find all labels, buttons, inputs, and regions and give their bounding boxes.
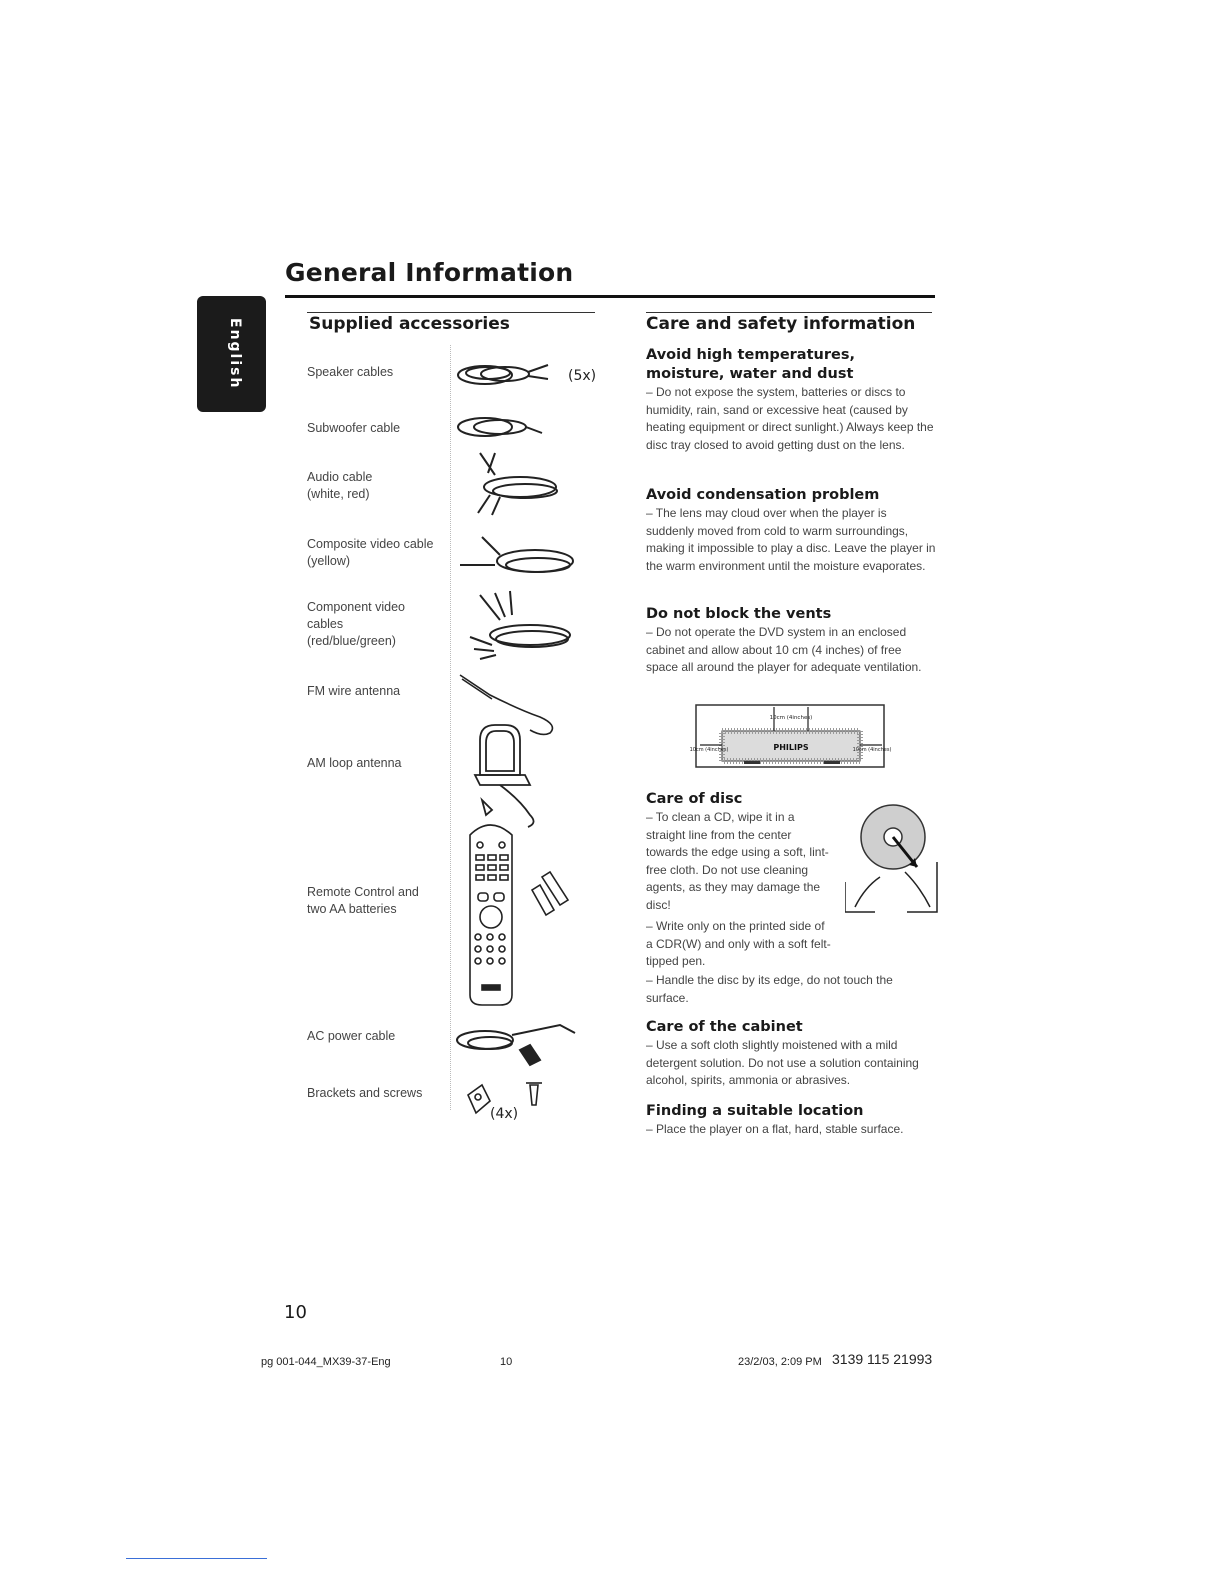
text-location: – Place the player on a flat, hard, stable surface.: [646, 1122, 904, 1136]
vent-right-label: 10cm (4inches): [852, 747, 892, 753]
accessory-label-subwoofer-cable: Subwoofer cable: [307, 421, 401, 435]
right-section-title: Care and safety information: [646, 314, 916, 334]
bracket-qty: (4x): [490, 1106, 519, 1122]
title-rule: [285, 295, 935, 298]
subwoofer-cable-icon: [458, 418, 542, 436]
heading-care-cabinet: Care of the cabinet: [646, 1019, 803, 1035]
text-care-disc: – To clean a CD, wipe it in a straight line from the center towards the edge using a soft, lint-free cloth. Do not use cleaning agents, as they may damage the disc!: [646, 810, 829, 912]
accessory-illustrations: [450, 345, 600, 1125]
footer-file: pg 001-044_MX39-37-Eng: [261, 1356, 391, 1368]
disc-cleaning-illustration: [845, 792, 940, 917]
accessory-label-fm-antenna: FM wire antenna: [307, 684, 401, 698]
heading-condensation: Avoid condensation problem: [646, 487, 880, 503]
accessory-label-component-video-cables: Component video cables (red/blue/green): [307, 600, 405, 648]
accessory-label-brackets-screws: Brackets and screws: [307, 1086, 423, 1100]
text-care-disc-2: – Write only on the printed side of a CDR(W) and only with a soft felt-tipped pen.: [646, 919, 831, 968]
ventilation-diagram: [648, 695, 938, 775]
text-care-cabinet: – Use a soft cloth slightly moistened with a mild detergent solution. Do not use a solution containing alcohol, spirits, ammonia or abrasives.: [646, 1038, 919, 1087]
left-section-rule: [307, 312, 595, 313]
ac-power-cable-icon: [457, 1025, 575, 1065]
vent-brand-label: PHILIPS: [773, 743, 809, 752]
page-number: 10: [284, 1302, 307, 1323]
vent-top-label: 10cm (4inches): [769, 715, 813, 721]
left-section-title: Supplied accessories: [309, 314, 510, 334]
footer-page: 10: [500, 1356, 513, 1368]
text-condensation: – The lens may cloud over when the player is suddenly moved from cold to warm surroundings, making it impossible to play a disc. Leave the player in the warm environment until the moisture evaporates.: [646, 506, 936, 573]
vent-left-label: 10cm (4inches): [689, 747, 729, 753]
audio-cable-icon: [478, 453, 557, 515]
text-avoid-heat: – Do not expose the system, batteries or discs to humidity, rain, sand or excessive heat (caused by heating equipment or direct sunlight.) Always keep the disc tray closed to avoid getting dust on the lens.: [646, 385, 934, 452]
text-vents: – Do not operate the DVD system in an enclosed cabinet and allow about 10 cm (4 inches) of free space all around the player for adequate ventilation.: [646, 625, 922, 674]
page-title: General Information: [285, 258, 574, 287]
battery-icon: [532, 872, 568, 915]
accessory-label-am-antenna: AM loop antenna: [307, 756, 402, 770]
right-section-rule: [646, 312, 932, 313]
footer-date: 23/2/03, 2:09 PM: [738, 1356, 822, 1368]
accessory-label-audio-cable: Audio cable (white, red): [307, 470, 373, 501]
accessory-label-remote-control: Remote Control and two AA batteries: [307, 885, 419, 916]
accessory-label-speaker-cables: Speaker cables: [307, 365, 394, 379]
text-care-disc-3: – Handle the disc by its edge, do not touch the surface.: [646, 973, 893, 1005]
language-tab-label: English: [227, 318, 243, 390]
am-loop-antenna-icon: [475, 725, 534, 827]
accessory-label-ac-power-cable: AC power cable: [307, 1029, 396, 1043]
footer-code: 3139 115 21993: [832, 1351, 933, 1367]
composite-cable-icon: [460, 537, 573, 572]
heading-vents: Do not block the vents: [646, 606, 832, 622]
remote-control-icon: [470, 825, 512, 1005]
disc-icon: [861, 805, 925, 869]
speaker-cable-icon: [458, 365, 548, 384]
heading-location: Finding a suitable location: [646, 1103, 864, 1119]
speaker-cable-qty: (5x): [568, 368, 597, 384]
accessory-label-composite-video-cable: Composite video cable (yellow): [307, 537, 434, 568]
bottom-link-line: [126, 1558, 267, 1559]
heading-avoid-heat: Avoid high temperatures, moisture, water and dust: [646, 347, 855, 382]
component-cable-icon: [470, 591, 570, 659]
heading-care-disc: Care of disc: [646, 791, 743, 807]
